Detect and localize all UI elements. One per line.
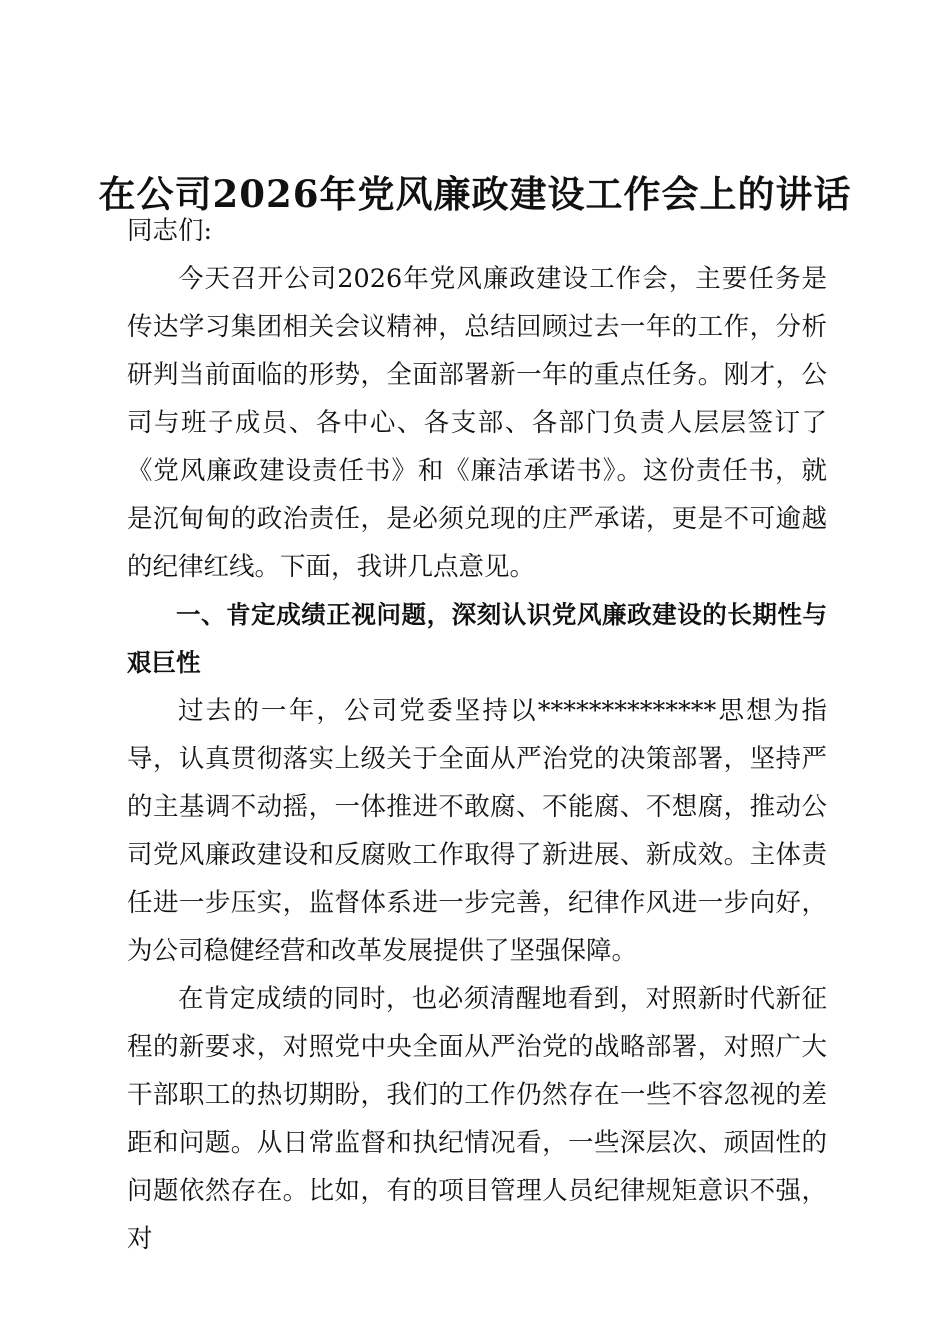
- salutation: 同志们:: [127, 216, 213, 246]
- section1-paragraph-1: 过去的一年，公司党委坚持以**************思想为指导，认真贯彻落实上级关于全面从严治党的决策部署，坚持严的主基调不动摇，一体推进不敢腐、不能腐、不想腐，推动公司党风廉政建设和反腐败工作取得了新进展、新成效。主体责任进一步压实，监督体系进一步完善，纪律作风进一步向好，为公司稳健经营和改革发展提供了坚强保障。: [127, 696, 827, 966]
- section1-paragraph-2: 在肯定成绩的同时，也必须清醒地看到，对照新时代新征程的新要求，对照党中央全面从严治党的战略部署，对照广大干部职工的热切期盼，我们的工作仍然存在一些不容忽视的差距和问题。从日常监督和执纪情况看，一些深层次、顽固性的问题依然存在。比如，有的项目管理人员纪律规矩意识不强，对: [127, 984, 827, 1254]
- intro-paragraph: 今天召开公司2026年党风廉政建设工作会，主要任务是传达学习集团相关会议精神，总结回顾过去一年的工作，分析研判当前面临的形势，全面部署新一年的重点任务。刚才，公司与班子成员、各中心、各支部、各部门负责人层层签订了《党风廉政建设责任书》和《廉洁承诺书》。这份责任书，就是沉甸甸的政治责任，是必须兑现的庄严承诺，更是不可逾越的纪律红线。下面，我讲几点意见。: [127, 264, 827, 582]
- document-body: [127, 207, 827, 1263]
- section-heading-1: 一、肯定成绩正视问题，深刻认识党风廉政建设的长期性与艰巨性: [127, 600, 827, 677]
- document-title: 在公司2026年党风廉政建设工作会上的讲话: [98, 172, 852, 216]
